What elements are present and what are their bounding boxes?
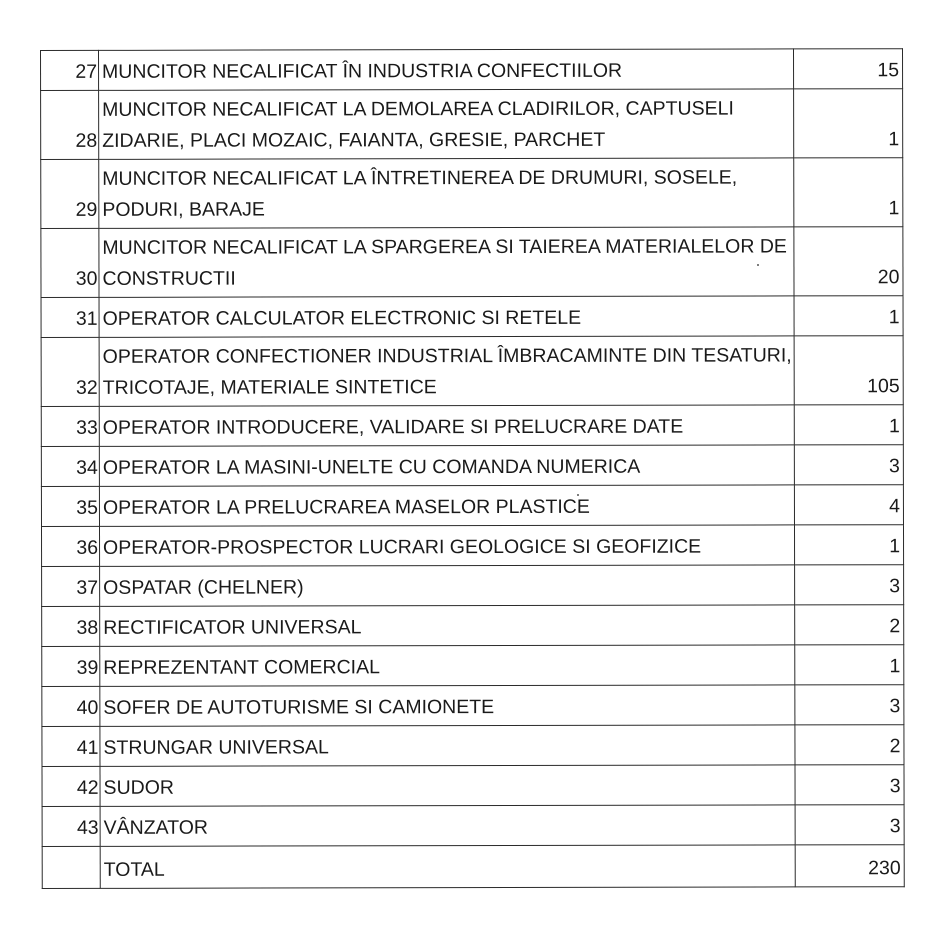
occupation-name-line: MUNCITOR NECALIFICAT LA DEMOLAREA CLADIRILOR, CAPTUSELI <box>102 97 734 121</box>
table-row <box>41 485 903 527</box>
occupation-count: 2 <box>795 725 904 765</box>
row-number: 41 <box>42 726 100 766</box>
occupation-name <box>99 89 794 159</box>
occupation-name-line: MUNCITOR NECALIFICAT LA ÎNTRETINEREA DE DRUMURI, SOSELE, <box>102 166 738 190</box>
row-number: 31 <box>41 297 99 337</box>
occupation-name <box>99 227 794 297</box>
occupation-name <box>99 525 794 566</box>
row-number: 34 <box>41 446 99 486</box>
occupation-count: 1 <box>794 525 903 565</box>
row-number: 42 <box>42 766 100 806</box>
row-number: 30 <box>41 228 99 297</box>
occupation-name <box>99 336 794 406</box>
occupation-name <box>99 49 794 90</box>
occupation-name <box>100 685 795 726</box>
occupation-count: 3 <box>795 685 904 725</box>
table-row <box>42 605 904 647</box>
total-count: 230 <box>795 845 904 887</box>
occupation-count: 3 <box>795 565 904 605</box>
occupation-name-line: CONSTRUCTII <box>102 267 236 290</box>
occupation-name-line: SUDOR <box>103 776 174 799</box>
row-number: 29 <box>41 159 99 228</box>
occupation-name-line: RECTIFICATOR UNIVERSAL <box>103 616 362 639</box>
table-body <box>41 49 905 847</box>
row-number: 33 <box>41 406 99 446</box>
occupation-count: 20 <box>794 227 903 296</box>
row-number: 35 <box>41 486 99 526</box>
table-row <box>42 765 904 807</box>
table-row <box>42 565 904 607</box>
occupation-count: 1 <box>794 89 903 158</box>
table-row <box>41 405 903 447</box>
table-row <box>41 336 903 407</box>
scan-speck <box>577 494 579 496</box>
row-number: 27 <box>41 50 99 90</box>
occupation-name <box>100 605 795 646</box>
occupation-name-line: PODURI, BARAJE <box>102 198 265 221</box>
table-row <box>42 805 904 847</box>
table-row <box>42 725 904 767</box>
occupation-name-line: OPERATOR LA PRELUCRAREA MASELOR PLASTICE <box>102 495 590 519</box>
occupation-name-line: MUNCITOR NECALIFICAT LA SPARGEREA SI TAIEREA MATERIALELOR DE <box>102 235 787 259</box>
occupations-table <box>40 48 905 889</box>
total-label: TOTAL <box>100 845 795 888</box>
occupation-count: 15 <box>793 49 902 89</box>
occupation-name <box>100 565 795 606</box>
occupation-count: 1 <box>794 405 903 445</box>
table-row <box>41 296 903 338</box>
occupation-name-line: OPERATOR INTRODUCERE, VALIDARE SI PRELUCRARE DATE <box>102 415 684 439</box>
occupation-name-line: OSPATAR (CHELNER) <box>103 576 304 599</box>
occupation-name <box>99 485 794 526</box>
table-row <box>41 525 903 567</box>
occupation-name-line: OPERATOR CONFECTIONER INDUSTRIAL ÎMBRACAMINTE DIN TESATURI, <box>102 344 792 368</box>
table-row <box>41 158 903 229</box>
occupation-count: 3 <box>794 445 903 485</box>
table-row <box>42 645 904 687</box>
occupation-name <box>100 645 795 686</box>
occupation-name-line: OPERATOR CALCULATOR ELECTRONIC SI RETELE <box>102 306 582 330</box>
table-row <box>42 685 904 727</box>
occupation-name-line: SOFER DE AUTOTURISME SI CAMIONETE <box>103 696 495 719</box>
total-row <box>42 845 904 889</box>
occupation-name <box>99 158 794 228</box>
occupation-name-line: OPERATOR LA MASINI-UNELTE CU COMANDA NUMERICA <box>102 455 641 479</box>
occupation-count: 3 <box>795 805 904 845</box>
row-number: 43 <box>42 806 100 846</box>
occupation-name <box>100 765 795 806</box>
occupation-name-line: ZIDARIE, PLACI MOZAIC, FAIANTA, GRESIE, PARCHET <box>102 128 606 152</box>
row-number: 37 <box>42 566 100 606</box>
occupation-name <box>99 445 794 486</box>
row-number: 38 <box>42 606 100 646</box>
occupation-count: 3 <box>795 765 904 805</box>
occupation-count: 1 <box>794 296 903 336</box>
occupation-name-line: MUNCITOR NECALIFICAT ÎN INDUSTRIA CONFECTIILOR <box>102 59 623 83</box>
occupation-name <box>99 405 794 446</box>
occupation-name-line: TRICOTAJE, MATERIALE SINTETICE <box>102 376 437 399</box>
occupation-name-line: REPREZENTANT COMERCIAL <box>103 656 380 679</box>
occupation-name-line: OPERATOR-PROSPECTOR LUCRARI GEOLOGICE SI GEOFIZICE <box>103 535 702 559</box>
row-number: 32 <box>41 337 99 406</box>
total-num-cell <box>42 846 100 888</box>
occupation-count: 105 <box>794 336 903 405</box>
table-row <box>41 445 903 487</box>
row-number: 39 <box>42 646 100 686</box>
table-row <box>41 89 903 160</box>
row-number: 28 <box>41 90 99 159</box>
occupation-name <box>100 725 795 766</box>
occupation-name-line: VÂNZATOR <box>103 816 209 839</box>
table-row <box>41 49 903 91</box>
scan-speck <box>757 264 759 266</box>
occupation-count: 1 <box>795 645 904 685</box>
occupation-name-line: STRUNGAR UNIVERSAL <box>103 736 329 759</box>
row-number: 36 <box>41 526 99 566</box>
occupation-name <box>99 296 794 337</box>
occupation-count: 1 <box>794 158 903 227</box>
occupation-name <box>100 805 795 846</box>
table-row <box>41 227 903 298</box>
row-number: 40 <box>42 686 100 726</box>
occupation-count: 4 <box>794 485 903 525</box>
occupation-count: 2 <box>795 605 904 645</box>
